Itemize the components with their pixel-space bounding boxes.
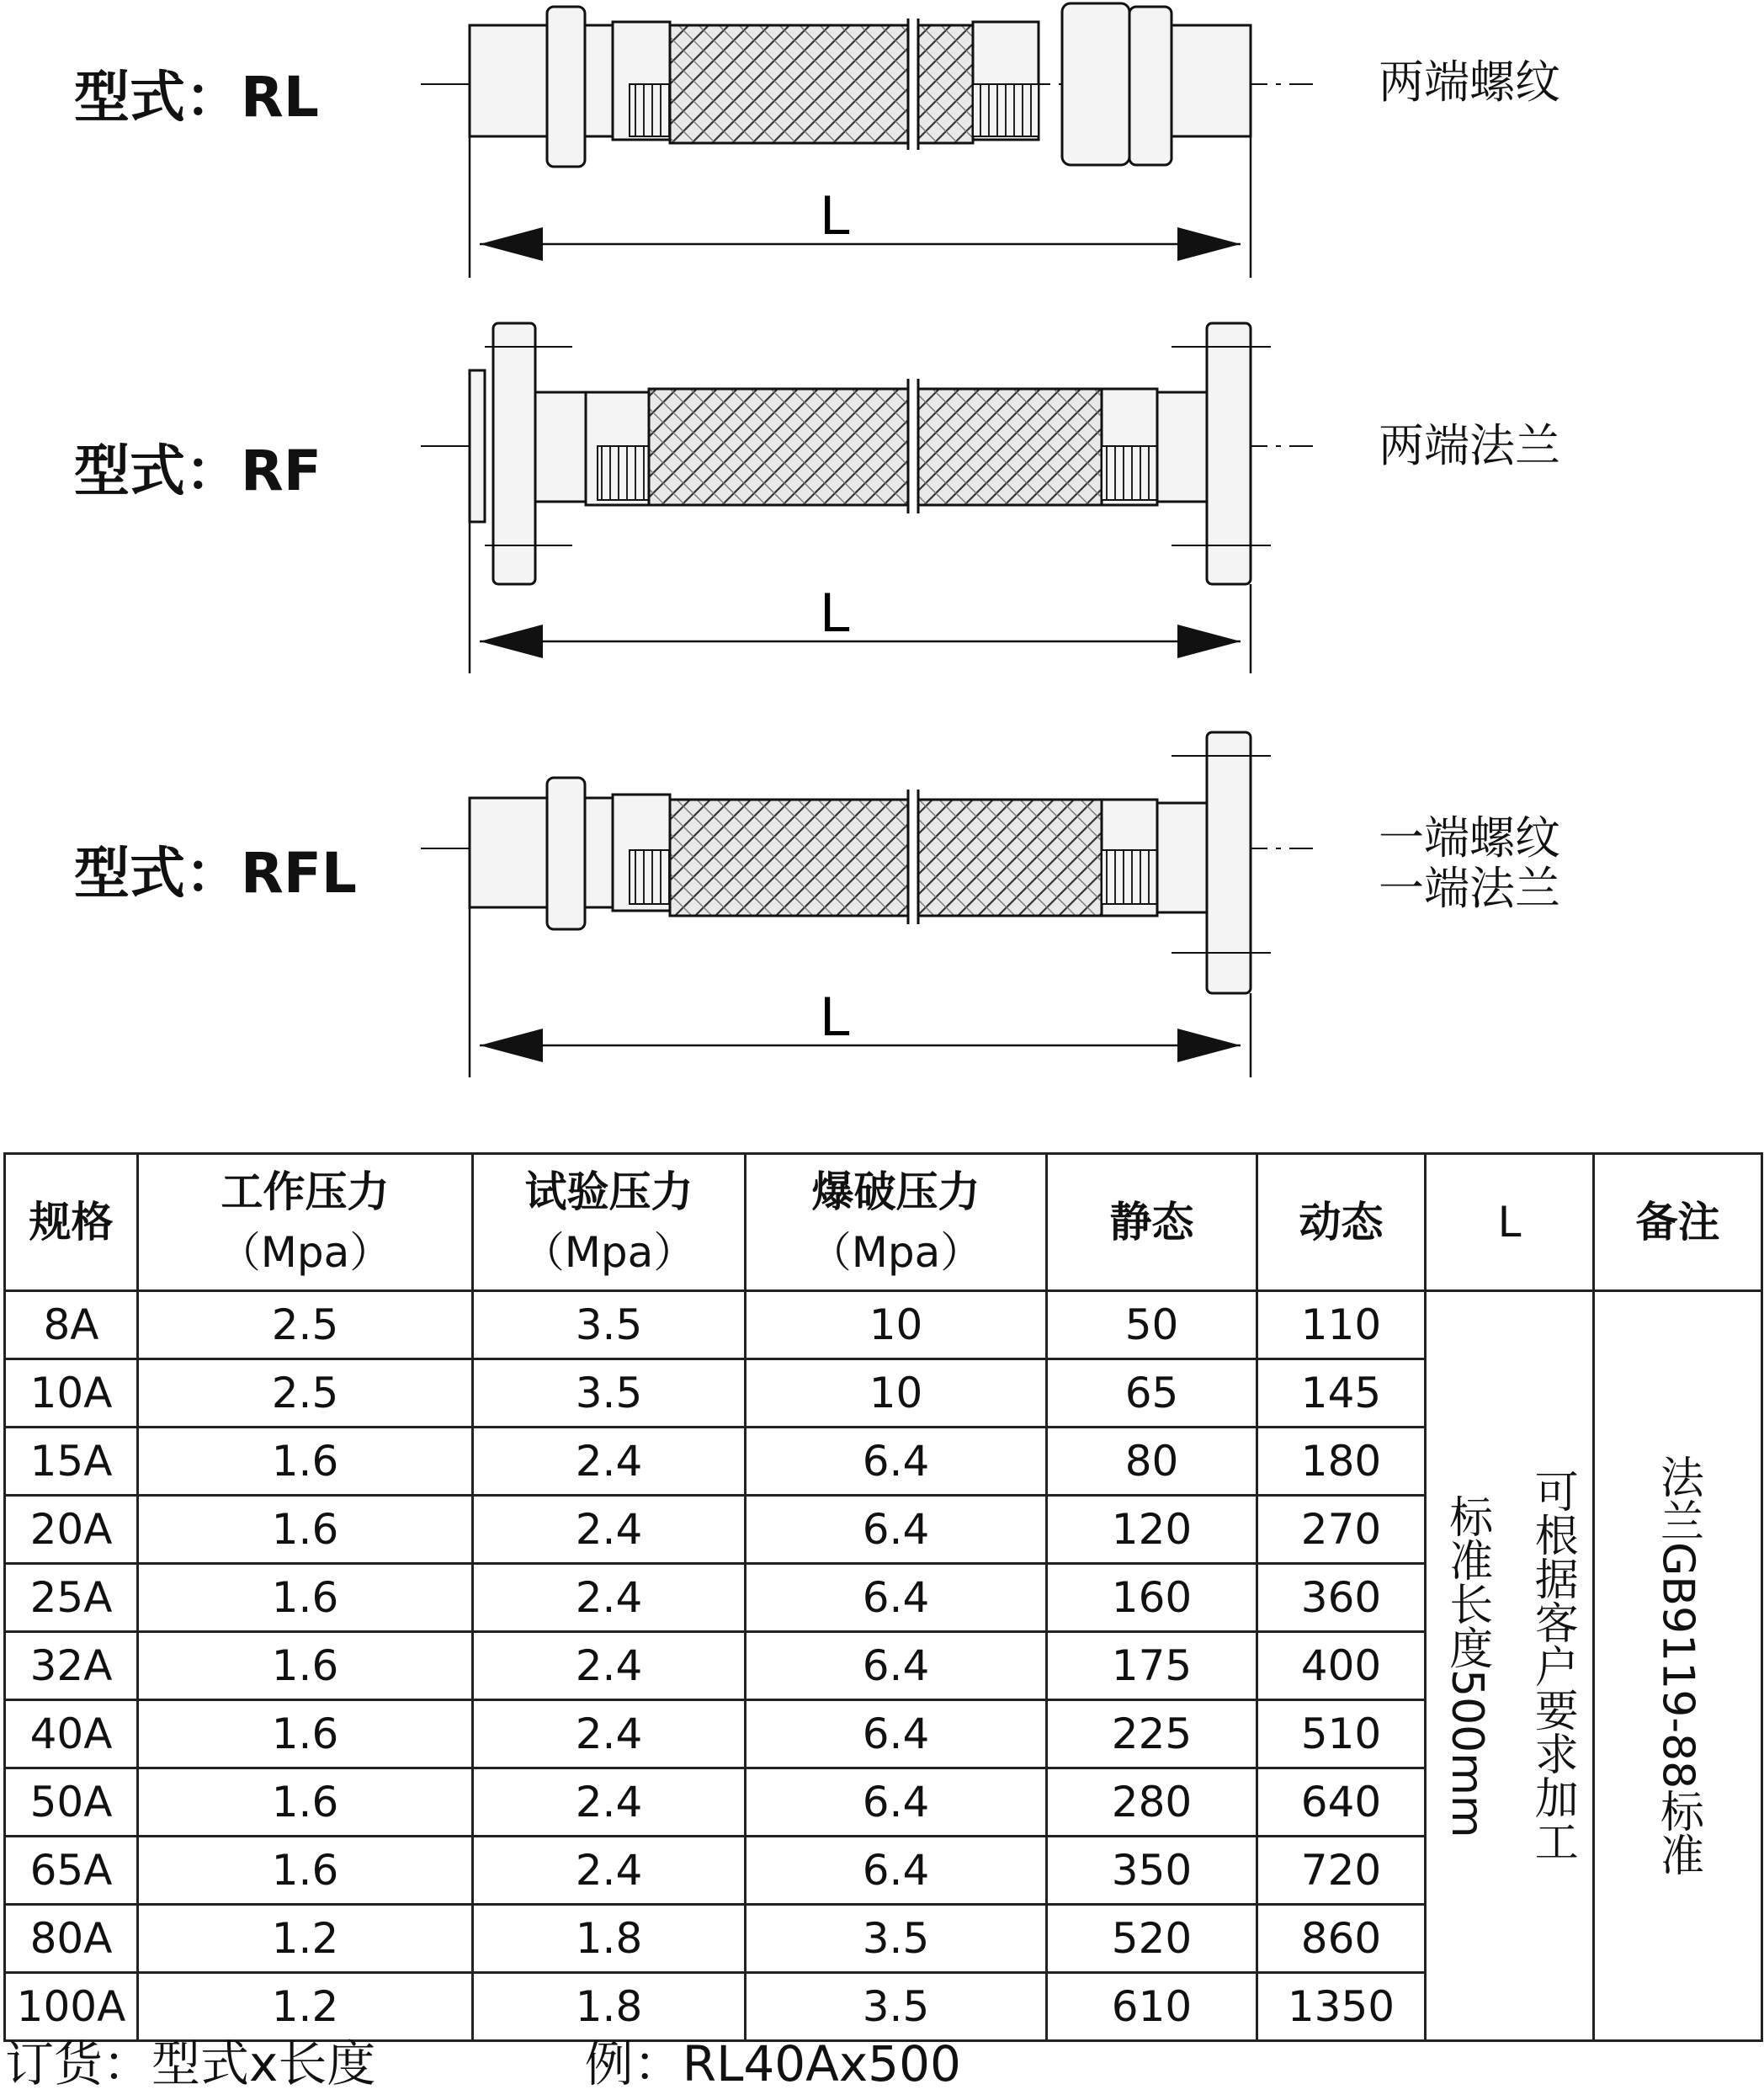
cell-spec: 50A [5,1768,138,1837]
cell-burst: 6.4 [746,1768,1047,1837]
cell-spec: 32A [5,1632,138,1700]
table-header-row [5,1154,1762,1291]
cell-remark-note [1594,1291,1762,2041]
cell-burst: 3.5 [746,1905,1047,1973]
cell-static: 50 [1047,1291,1257,1359]
model-rf-description [1379,421,1560,471]
cell-static: 175 [1047,1632,1257,1700]
cell-dynamic: 720 [1257,1837,1426,1905]
cell-spec: 100A [5,1973,138,2041]
model-rfl-length-label: L [820,985,852,1047]
header-burst-pressure [746,1154,1047,1291]
header-static: 静态 [1047,1154,1257,1291]
cell-dynamic: 360 [1257,1564,1426,1632]
cell-spec: 15A [5,1428,138,1496]
cell-burst: 6.4 [746,1632,1047,1700]
cell-working: 2.5 [138,1291,473,1359]
cell-test: 2.4 [473,1428,746,1496]
length-note-custom: 可根据客户要求加工 [1527,1469,1578,1863]
cell-test: 2.4 [473,1700,746,1768]
remark-note: 法兰GB9119-88标准 [1652,1454,1703,1877]
cell-static: 120 [1047,1496,1257,1564]
cell-test: 1.8 [473,1905,746,1973]
header-test-pressure-label: 试验压力 [524,1167,693,1216]
model-rfl-desc-line-1: 一端螺纹 [1379,811,1560,864]
header-test-pressure-unit: （Mpa） [522,1228,696,1277]
cell-working: 1.6 [138,1837,473,1905]
cell-working: 1.6 [138,1632,473,1700]
cell-test: 2.4 [473,1564,746,1632]
model-rf-desc-line: 两端法兰 [1379,419,1560,472]
header-dynamic: 动态 [1257,1154,1426,1291]
order-info [5,2024,961,2095]
model-rl-desc-line: 两端螺纹 [1379,56,1560,109]
cell-burst: 6.4 [746,1428,1047,1496]
cell-working: 1.6 [138,1428,473,1496]
model-rl-length-label: L [820,183,852,246]
cell-spec: 25A [5,1564,138,1632]
header-test-pressure [473,1154,746,1291]
model-rf-length-label: L [820,581,852,643]
cell-working: 1.6 [138,1768,473,1837]
cell-spec: 65A [5,1837,138,1905]
cell-static: 225 [1047,1700,1257,1768]
spec-table [3,1152,1763,2042]
header-remark: 备注 [1594,1154,1762,1291]
cell-dynamic: 110 [1257,1291,1426,1359]
cell-working: 2.5 [138,1359,473,1428]
model-rfl-description [1379,813,1560,914]
model-rfl-drawing [421,715,1313,1094]
cell-test: 3.5 [473,1291,746,1359]
cell-spec: 10A [5,1359,138,1428]
model-rfl-desc-line-2: 一端法兰 [1379,862,1560,915]
cell-static: 80 [1047,1428,1257,1496]
model-rl-label: 型式：RL [74,65,319,130]
cell-length-note [1426,1291,1594,2041]
model-rf-drawing [421,311,1313,682]
cell-static: 280 [1047,1768,1257,1837]
cell-static: 350 [1047,1837,1257,1905]
cell-static: 610 [1047,1973,1257,2041]
cell-working: 1.2 [138,1973,473,2041]
cell-test: 3.5 [473,1359,746,1428]
cell-test: 2.4 [473,1632,746,1700]
header-spec: 规格 [5,1154,138,1291]
header-working-pressure [138,1154,473,1291]
model-rfl-label: 型式：RFL [74,841,357,906]
cell-burst: 10 [746,1359,1047,1428]
cell-dynamic: 860 [1257,1905,1426,1973]
cell-test: 2.4 [473,1496,746,1564]
cell-test: 2.4 [473,1768,746,1837]
header-burst-pressure-unit: （Mpa） [809,1228,983,1277]
cell-working: 1.6 [138,1700,473,1768]
cell-spec: 20A [5,1496,138,1564]
cell-burst: 6.4 [746,1496,1047,1564]
cell-dynamic: 1350 [1257,1973,1426,2041]
cell-static: 160 [1047,1564,1257,1632]
cell-burst: 10 [746,1291,1047,1359]
model-rf-label: 型式：RF [74,439,321,503]
cell-dynamic: 400 [1257,1632,1426,1700]
header-length: L [1426,1154,1594,1291]
cell-working: 1.2 [138,1905,473,1973]
model-rl-description [1379,57,1560,108]
table-row [5,1291,1762,1359]
cell-working: 1.6 [138,1564,473,1632]
cell-working: 1.6 [138,1496,473,1564]
cell-test: 2.4 [473,1837,746,1905]
model-rl-drawing [421,0,1313,286]
cell-dynamic: 180 [1257,1428,1426,1496]
cell-dynamic: 640 [1257,1768,1426,1837]
order-format: 订货：型式x长度 [5,2035,376,2092]
cell-dynamic: 270 [1257,1496,1426,1564]
cell-burst: 6.4 [746,1837,1047,1905]
cell-spec: 40A [5,1700,138,1768]
cell-spec: 80A [5,1905,138,1973]
header-working-pressure-unit: （Mpa） [218,1228,392,1277]
cell-static: 65 [1047,1359,1257,1428]
cell-dynamic: 145 [1257,1359,1426,1428]
header-working-pressure-label: 工作压力 [220,1167,390,1216]
cell-test: 1.8 [473,1973,746,2041]
cell-burst: 6.4 [746,1700,1047,1768]
cell-spec: 8A [5,1291,138,1359]
cell-burst: 6.4 [746,1564,1047,1632]
length-note-standard: 标准长度500mm [1441,1493,1492,1838]
header-burst-pressure-label: 爆破压力 [811,1167,980,1216]
cell-burst: 3.5 [746,1973,1047,2041]
cell-dynamic: 510 [1257,1700,1426,1768]
order-example: 例：RL40Ax500 [584,2035,961,2092]
cell-static: 520 [1047,1905,1257,1973]
